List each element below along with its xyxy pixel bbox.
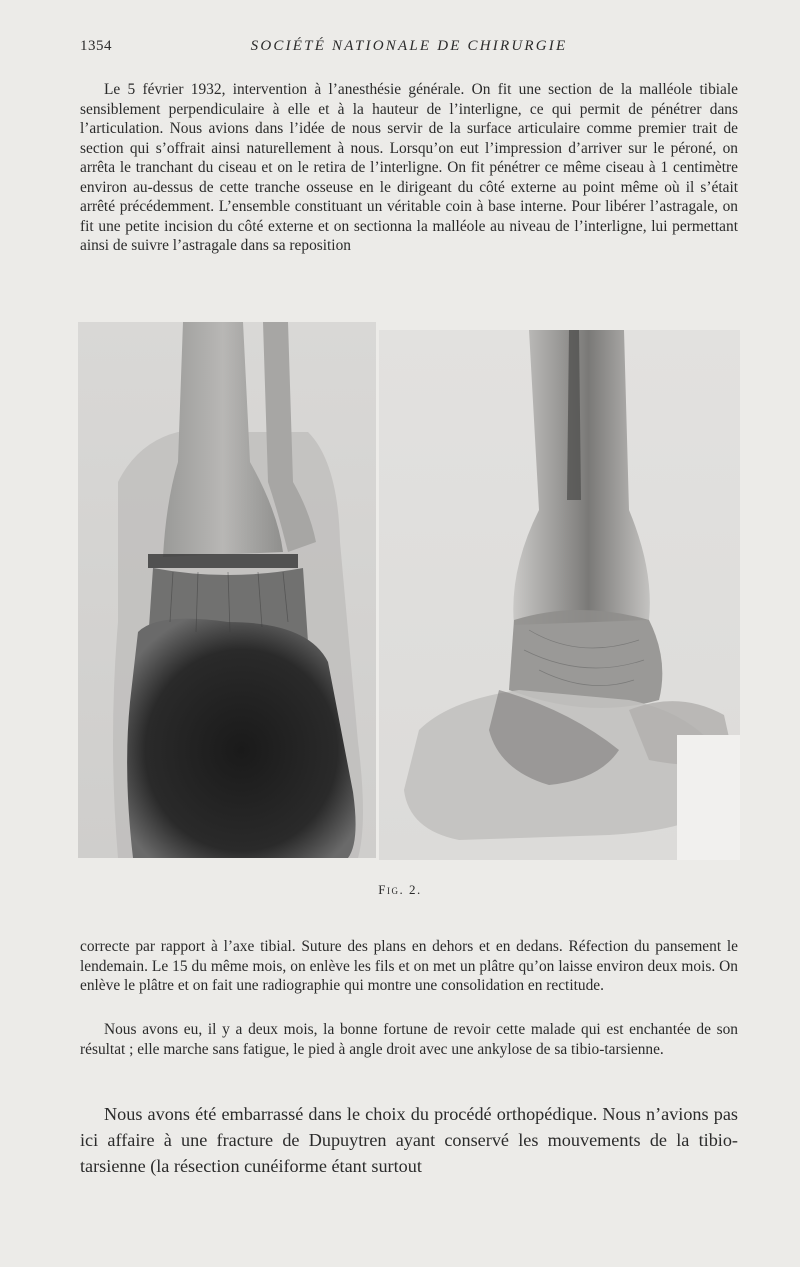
xray-ankle-front-view bbox=[78, 322, 376, 858]
body-paragraph-2: correcte par rapport à l’axe tibial. Suture des plans en dehors et en dedans. Réfection du pansement le lendemain. Le 15 du même mois, on enlève les fils et on met un plâtre qu’on laisse environ deux mois. On enlève le plâtre et on fait une radiographie qui montre une consolidation en rectitude. bbox=[80, 938, 738, 994]
page-number: 1354 bbox=[80, 38, 112, 54]
xray-ankle-lateral-view bbox=[379, 330, 740, 860]
body-paragraph-3: Nous avons eu, il y a deux mois, la bonne fortune de revoir cette malade qui est enchantée de son résultat ; elle marche sans fatigue, le pied à angle droit avec une ankylose de sa tibio-tarsienne. bbox=[80, 1021, 738, 1058]
journal-title: SOCIÉTÉ NATIONALE DE CHIRURGIE bbox=[250, 38, 568, 54]
running-head bbox=[80, 38, 738, 60]
body-paragraph-4: Nous avons été embarrassé dans le choix du procédé orthopédique. Nous n’avions pas ici affaire à une fracture de Dupuytren ayant conservé les mouvements de la tibio-tarsienne (la résection cunéiforme étant surtout bbox=[80, 1104, 738, 1176]
figure-caption: Fig. 2. bbox=[378, 882, 422, 897]
xray-front-image bbox=[78, 322, 376, 858]
body-paragraph-1: Le 5 février 1932, intervention à l’anesthésie générale. On fit une section de la malléole tibiale sensiblement perpendiculaire à elle et à la hauteur de l’interligne, ce qui permit de pénétrer dans l’articulation. Nous avions dans l’idée de nous servir de la surface articulaire comme premier trait de section qui s’offrait ainsi naturellement à nous. Lorsqu’on eut l’impression d’arriver sur le péroné, on arrêta le tranchant du ciseau et on le retira de l’interligne. On fit pénétrer ce même ciseau à 1 centimètre environ au-dessus de cette tranche osseuse en le dirigeant du côté externe au point même où il s’était arrêté précédemment. L’ensemble constituant un véritable coin à base interne. Pour libérer l’astragale, on fit une petite incision du côté externe et on sectionna la malléole au niveau de l’interligne, lui permettant ainsi de suivre l’astragale dans sa reposition bbox=[80, 81, 738, 254]
xray-lateral-image bbox=[379, 330, 740, 860]
